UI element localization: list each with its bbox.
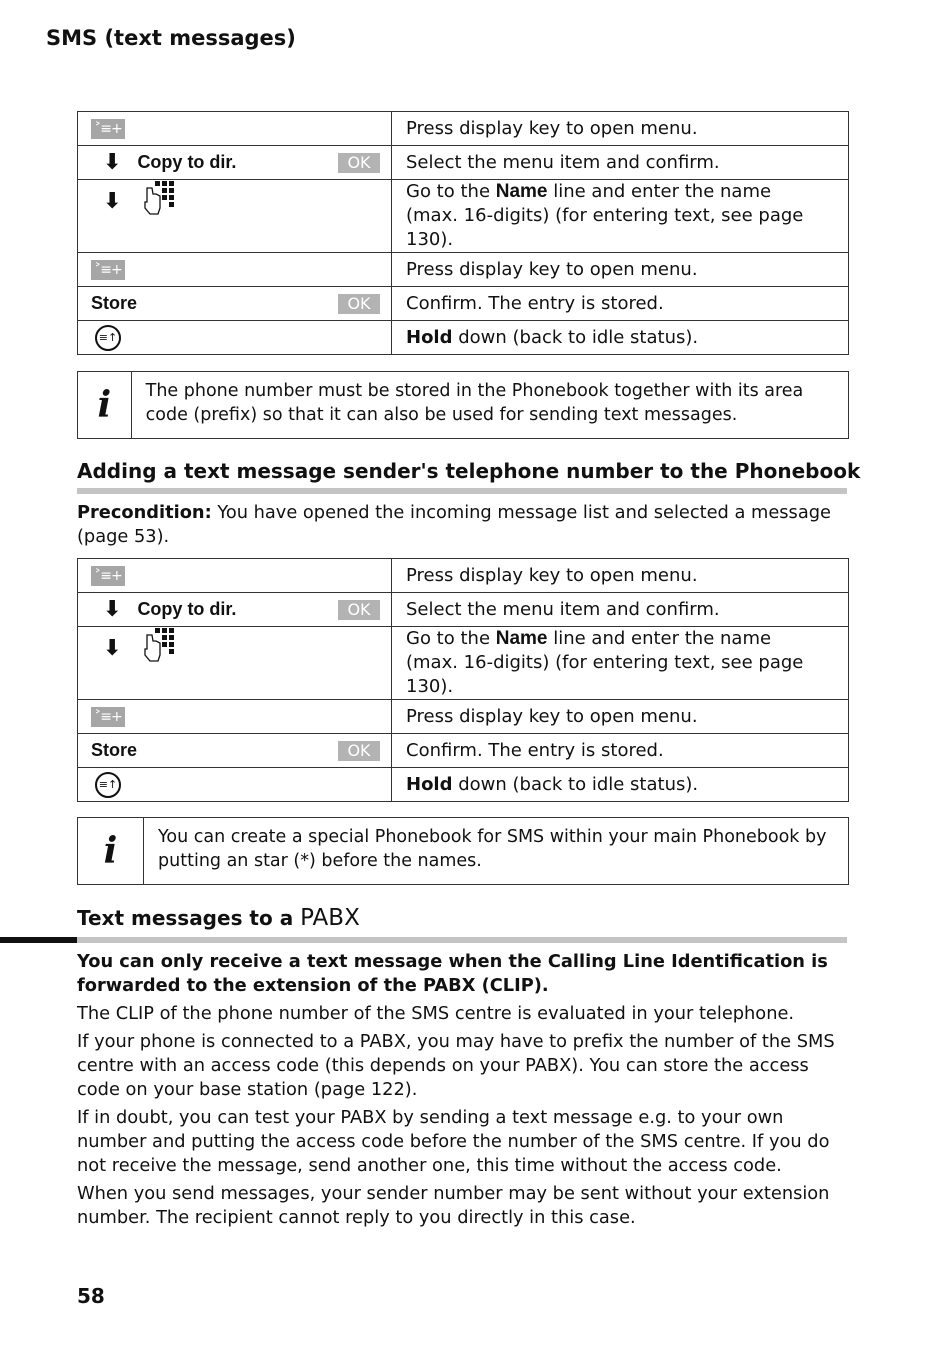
menu-item-label: Store [91,293,138,313]
key-cell [78,734,392,768]
down-arrow-icon: ⬇ [103,597,122,622]
down-arrow-icon: ⬇ [103,188,122,214]
desc-cell: Select the menu item and confirm. [392,146,849,180]
desc-cell: Go to the Name line and enter the name (max. 16-digits) (for entering text, see page 130). [392,180,849,253]
desc-cell: Press display key to open menu. [392,559,849,593]
table-row [78,287,849,321]
menu-key-icon: ˃≡+ [91,707,125,727]
table-row [78,734,849,768]
info-note-2 [77,817,849,885]
paragraph: When you send messages, your sender number may be sent without your extension number. The recipient cannot reply to you directly in this case. [77,1183,830,1228]
page-number: 58 [77,1284,105,1308]
key-cell [78,112,392,146]
section-title: Text messages to a PABX [77,905,360,931]
desc-cell: Confirm. The entry is stored. [392,734,849,768]
desc-cell: Select the menu item and confirm. [392,593,849,627]
menu-item-label: Copy to dir. [137,152,237,172]
menu-item-label: Copy to dir. [137,599,237,619]
down-arrow-icon: ⬇ [103,635,122,661]
desc-cell: Press display key to open menu. [392,700,849,734]
key-cell [78,627,392,700]
menu-item-label: Store [91,740,138,760]
section-marker-bar [0,937,77,943]
ok-key: OK [338,741,380,761]
table-row [78,180,849,253]
down-arrow-icon: ⬇ [103,150,122,175]
menu-key-icon: ˃≡+ [91,260,125,280]
desc-cell: Press display key to open menu. [392,112,849,146]
key-cell [78,700,392,734]
steps-table-1 [77,111,849,355]
key-cell [78,768,392,802]
ok-key: OK [338,294,380,314]
end-call-key-icon: ≡↑ [95,325,121,351]
info-note-1 [77,371,849,439]
running-header: SMS (text messages) [46,26,296,50]
ok-key: OK [338,600,380,620]
desc-cell: Confirm. The entry is stored. [392,287,849,321]
desc-cell: Hold down (back to idle status). [392,321,849,355]
key-cell [78,321,392,355]
keypad-icon [143,180,177,223]
table-row [78,253,849,287]
info-text: You can create a special Phonebook for SMS within your main Phonebook by putting an star (*) before the names. [158,827,827,871]
table-row [78,768,849,802]
key-cell [78,559,392,593]
key-cell [78,593,392,627]
bold-paragraph: You can only receive a text message when the Calling Line Identification is forwarded to the extension of the PABX (CLIP). [77,951,828,996]
key-cell [78,287,392,321]
precondition-paragraph: Precondition: You have opened the incoming message list and selected a message (page 53). [77,502,831,547]
menu-key-icon: ˃≡+ [91,119,125,139]
menu-key-icon: ˃≡+ [91,566,125,586]
paragraph: The CLIP of the phone number of the SMS centre is evaluated in your telephone. [77,1003,795,1024]
desc-cell: Press display key to open menu. [392,253,849,287]
desc-cell: Hold down (back to idle status). [392,768,849,802]
info-text: The phone number must be stored in the Phonebook together with its area code (prefix) so that it can also be used for sending text messages. [145,381,804,425]
table-row [78,559,849,593]
key-cell [78,146,392,180]
info-icon: i [78,372,132,438]
table-row [78,627,849,700]
end-call-key-icon: ≡↑ [95,772,121,798]
keypad-icon [143,627,177,670]
ok-key: OK [338,153,380,173]
paragraph: If your phone is connected to a PABX, you may have to prefix the number of the SMS centre with an access code (this depends on your PABX). You can store the access code on your base station (page 122). [77,1031,835,1100]
paragraph: If in doubt, you can test your PABX by sending a text message e.g. to your own number and putting the access code before the number of the SMS centre. If you do not receive the message, send another one, this time without the access code. [77,1107,830,1176]
info-icon: i [78,818,144,884]
steps-table-2 [77,558,849,802]
key-cell [78,180,392,253]
table-row [78,593,849,627]
desc-cell: Go to the Name line and enter the name (max. 16-digits) (for entering text, see page 130). [392,627,849,700]
table-row [78,700,849,734]
table-row [78,146,849,180]
section-rule [77,488,847,494]
table-row [78,112,849,146]
table-row [78,321,849,355]
section-rule [77,937,847,943]
key-cell [78,253,392,287]
section-title: Adding a text message sender's telephone number to the Phonebook [77,459,861,483]
